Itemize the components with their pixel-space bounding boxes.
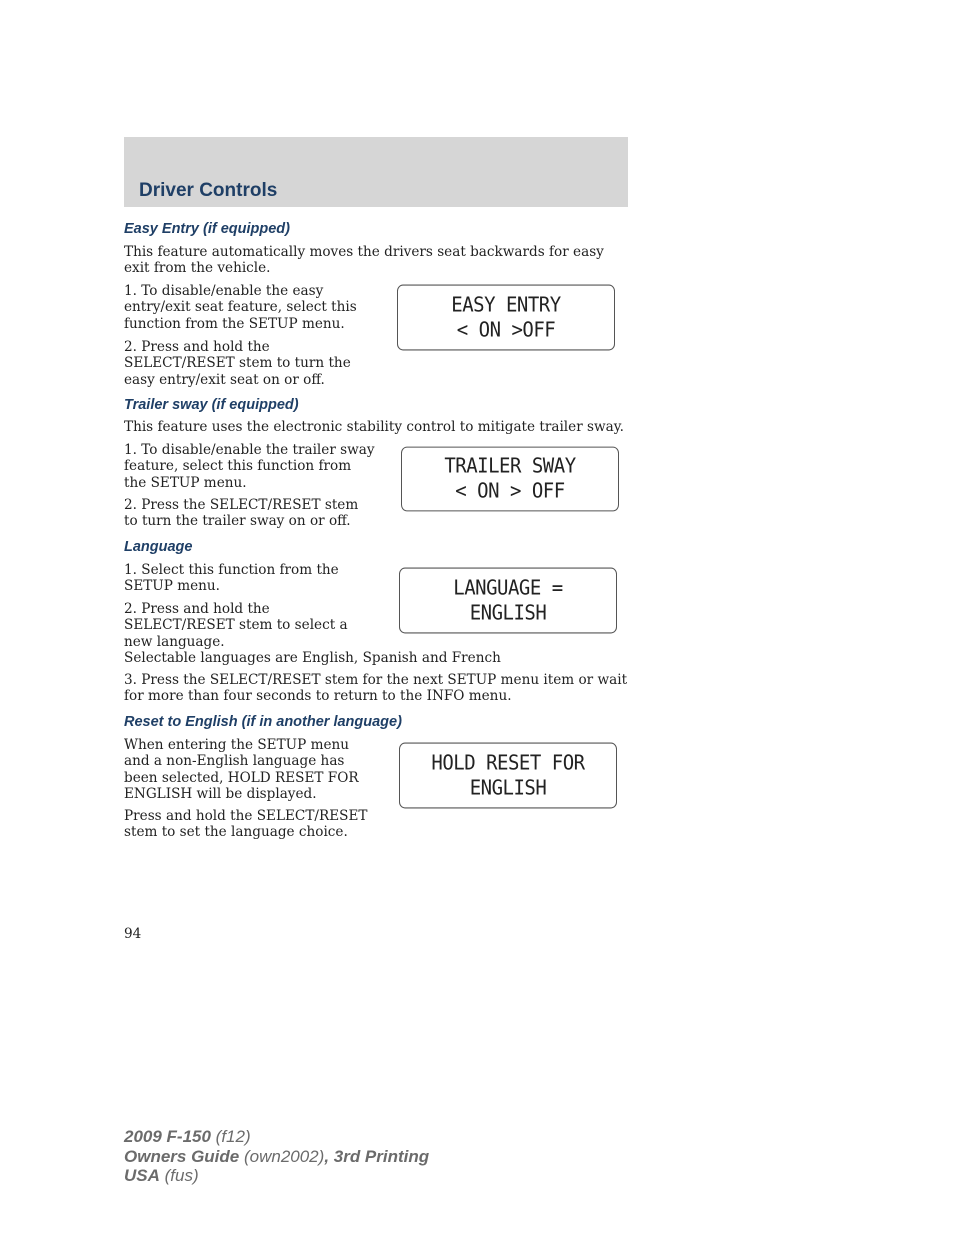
easy-entry-intro: This feature automatically moves the drivers seat backwards for easy exit from the vehicle. <box>124 244 604 277</box>
footer-line-2 <box>124 1147 429 1167</box>
display-line: ENGLISH <box>469 600 547 625</box>
language-step-1: 1. Select this function from the SETUP menu. <box>124 562 339 595</box>
trailer-sway-step-2: 2. Press the SELECT/RESET stem to turn the trailer sway on or off. <box>124 497 359 530</box>
footer-imprint <box>124 1127 429 1186</box>
footer-line-3 <box>124 1166 429 1186</box>
display-line: HOLD RESET FOR <box>431 750 585 775</box>
display-line: < ON >OFF <box>456 317 556 342</box>
easy-entry-display <box>397 285 615 351</box>
footer-guide-code: (own2002) <box>239 1146 325 1166</box>
display-line: TRAILER SWAY <box>444 454 576 478</box>
trailer-sway-display <box>401 447 619 512</box>
footer-model: 2009 F-150 <box>124 1127 211 1146</box>
footer-printing: , 3rd Printing <box>324 1146 430 1166</box>
trailer-sway-intro: This feature uses the electronic stability control to mitigate trailer sway. <box>124 419 624 435</box>
footer-region-code: (fus) <box>159 1166 199 1185</box>
easy-entry-step-2: 2. Press and hold the SELECT/RESET stem to turn the easy entry/exit seat on or off. <box>124 339 351 388</box>
reset-english-display <box>399 743 617 809</box>
trailer-sway-step-1: 1. To disable/enable the trailer sway feature, select this function from the SETUP menu. <box>124 442 375 491</box>
page-number: 94 <box>124 926 142 942</box>
page-title: Driver Controls <box>139 180 278 201</box>
language-step-3: 3. Press the SELECT/RESET stem for the next SETUP menu item or wait for more than four seconds to return to the INFO menu. <box>124 672 628 705</box>
section-header-band <box>124 137 628 207</box>
display-line: ENGLISH <box>469 775 547 800</box>
language-display <box>399 568 617 634</box>
heading-trailer-sway: Trailer sway (if equipped) <box>124 397 299 413</box>
language-note: Selectable languages are English, Spanish and French <box>124 650 501 666</box>
heading-easy-entry: Easy Entry (if equipped) <box>124 221 290 237</box>
footer-region: USA <box>124 1166 160 1185</box>
footer-line-1 <box>124 1127 429 1147</box>
display-line: EASY ENTRY <box>451 292 561 317</box>
footer-guide: Owners Guide <box>124 1146 240 1166</box>
display-line: < ON > OFF <box>455 479 565 503</box>
footer-model-code: (f12) <box>210 1127 251 1146</box>
display-line: LANGUAGE = <box>453 575 563 600</box>
easy-entry-step-1: 1. To disable/enable the easy entry/exit seat feature, select this function from the SETUP menu. <box>124 283 357 332</box>
reset-english-text-2: Press and hold the SELECT/RESET stem to set the language choice. <box>124 808 368 841</box>
heading-reset-english: Reset to English (if in another language) <box>124 714 402 730</box>
reset-english-text-1: When entering the SETUP menu and a non-English language has been selected, HOLD RESET FOR ENGLISH will be displayed. <box>124 737 359 803</box>
language-step-2: 2. Press and hold the SELECT/RESET stem to select a new language. <box>124 601 348 650</box>
heading-language: Language <box>124 539 193 555</box>
